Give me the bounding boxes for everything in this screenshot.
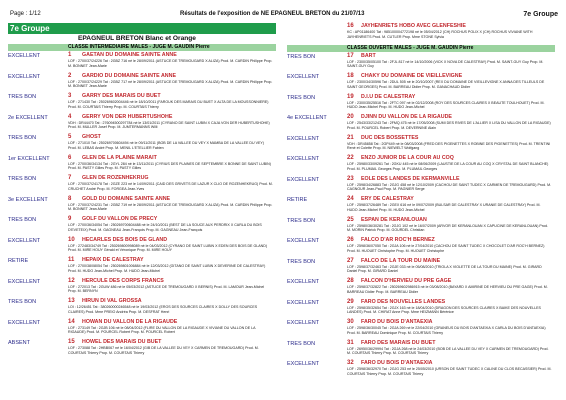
entry-number: 21: [347, 134, 354, 141]
qualification-label: EXCELLENT: [287, 320, 320, 326]
dog-details: LOF : 271430 Tat : 250269602004446 né le 18/10/2011 (FAROUK DES MARAIS DU BUET X ALTA DE LA MOUSSONNIERE) Prod. M. COURTAIS Thierry Prop. M. COURTAIS Thierry: [68, 100, 269, 109]
dog-details: VDH : DR45858 Tat : 2GP449 né le 08/03/2008 (FRED DES PIGENETTES X ROBINE DES PIGENETTES) Prod. M. TRENTINI René et Colette Prop. M. NIEWELT Wolfgang: [347, 141, 551, 151]
dog-details: LOF : 2598/36/30045 Tat : 2GJA 269 né le 22/04/2010 (GRANEUS DU BOIS D'ANTAEXIA X CARLA DU BOIS D'ANTAEXIA) Prod. M. BARREAU Dominique Prop. M. COURTAIS Thierry: [347, 326, 546, 335]
dog-name: FARO DES MARAIS DU BUET: [361, 339, 436, 346]
dog-entry: [8, 257, 276, 278]
dog-details: LOF : 2300/35/25516 Tat : 2FTC 097 né le 02/12/2008 (ROY DES SOURCES CLAIRES X BEAUTE TOULHOUET) Prod. M. HUDO Jean-Michel Prop. M. HUDO Jean-Michel: [347, 100, 545, 110]
entry-number: 22: [347, 155, 354, 161]
dog-entry: [8, 298, 276, 319]
page-number: Page : 1/12: [10, 11, 41, 17]
dog-name: GERRY VON DER HUBERTUSHOHE: [82, 113, 173, 120]
dog-entry: [8, 319, 276, 340]
qualification-label: EXCELLENT: [287, 135, 320, 142]
qualification-label: EXCELLENT: [8, 237, 41, 244]
dog-name: HEPAIX DE CALESTRAY: [82, 257, 144, 263]
qualification-label: EXCELLENT: [287, 74, 320, 80]
dog-details: LOF : 2598/36/32970 Tat : 2GJG 253 né le 25/05/2010 (URSON DE SAINT TUDEC X CALINE DU CLOS BECASSIER) Prod. M. COURTAIS Thierry Prop. M. COURTAIS Thierry: [347, 367, 552, 376]
dog-entry: [287, 114, 555, 135]
dog-details: LOF : 272483/34749 Tat : 250269800998089 né le 04/03/2012 (CYRANO DE SAINT LUBIN X EDEN DES BOIS DE GLAND) Prod. M. MIRE HOUY Gérald et Véronique Prop. M. MIRE HOUY: [68, 243, 268, 253]
dog-name: EOLE DES LANDES DE KERMANVILLE: [361, 175, 460, 182]
entry-number: 5: [68, 134, 72, 140]
entry-number: 29: [347, 298, 354, 305]
dog-entry: [8, 339, 276, 360]
dog-name: GAETAN DU DOMAINE SAINTE ANNE: [82, 52, 177, 58]
entry-number: 2: [68, 72, 72, 79]
entry-number: 11: [68, 257, 75, 263]
entry-number: 10: [68, 236, 75, 243]
dog-name: GARDIO DU DOMAINE SAINTE ANNE: [82, 72, 176, 79]
dog-name: GOLD DU DOMAINE SAINTE ANNE: [82, 195, 171, 202]
right-column: [287, 23, 555, 381]
qualification-label: 3e EXCELLENT: [8, 196, 48, 203]
entry-number: 8: [68, 195, 72, 202]
dog-name: HERCULE DES CORPS FRANCS: [82, 277, 164, 284]
dog-entry: [287, 299, 555, 320]
dog-details: LOF : 2700/37/24231 Tat : 2GBZ 719 né le 28/09/2011 (ASTUCE DE TREMOUGARD X ALIZA) Prod. M. CARDIN Philippe Prop. M. BONNET Jean-Marie: [68, 202, 273, 212]
dog-details: LOF : 2598/37/32463 Tat : 2GJE 033 né le 05/08/2010 (TRIOLA X VIOLETTE DE LA TOUR DU MAINE) Prod. M. GIRARD Daniel Prop. M. GIRARD Daniel: [347, 264, 542, 274]
dog-entry: [8, 93, 276, 114]
dog-details: LOF : 2700/36/34054 Tat : 250269700604488 né le 24/10/2011 (BEST DE LA SOUCE AUX PERDRIX X CARLA DU BOIS D'EVETEIX) Prod. M. GAGNEAU Jean-François Prop. M. GAGNEAU Jean-François: [68, 223, 262, 232]
entry-number: 18: [347, 73, 354, 79]
entry-number: 27: [347, 257, 354, 264]
entry-number: 3: [68, 93, 72, 99]
dog-entry: [287, 258, 555, 279]
dog-details: LOF : 2700/37/24178 Tat : 2GZE 223 né le 14/09/2011 (CAID DES GRIVETS DE LAZUR X CLIO DE ROZENHEKRUG) Prod. M. CRUCHET André Prop. M. FORGEA Jean-Yves: [68, 182, 273, 191]
qualification-label: EXCELLENT: [287, 176, 320, 183]
qualification-label: TRES BON: [287, 217, 316, 224]
dog-entry: [8, 175, 276, 196]
page-title: Résultats de l'exposition de NE EPAGNEUL BRETON du 21/07/13: [180, 11, 365, 17]
dog-name: JAYHENRIETS HOBO AVEC GLENFESHIE: [361, 23, 466, 29]
qualification-label: TRES BON: [287, 258, 316, 265]
qualification-label: TRES BON: [8, 135, 37, 141]
dog-details: LOF : 2700/36/34134 Tat : 2GYL 284 né le 13/11/2011 (CYRIUS DES PLAINES DE SEPTEMBRE X BONNE DE SAINT LUBIN) Prod. M. PASTY Gilles Prop. M. PASTY Gilles: [68, 161, 271, 171]
qualification-label: TRES BON: [8, 176, 37, 182]
entry-number: 25: [347, 216, 354, 223]
qualification-label: EXCELLENT: [287, 156, 320, 162]
dog-entry: [287, 217, 555, 238]
dog-name: FALCO DE LA TOUR DU MAINE: [361, 257, 441, 264]
dog-entry: [287, 278, 555, 299]
dog-details: LOF : 2700/38/08054 Tat : 250269801006884 né le 12/03/2012 (GITANO DE SAINT LUBIN X DEVERINE DE CALESTRAY) Prod. M. HUDO Jean-Michel Prop. M. HUDO Jean-Michel: [68, 264, 266, 273]
dog-details: LOF : 2598/36/07050 Tat : 2GJA 106 né le 27/04/2010 (CACHOU DE SAINT TUDEC X CHOCOLET D'AR ROC'H BERNEZ) Prod. M. HUOUET Christophe Prop. M. HUOUET Christophe: [347, 244, 545, 253]
entry-number: 20: [347, 114, 354, 120]
dog-entry: [287, 94, 555, 115]
entry-number: 28: [347, 278, 354, 284]
dog-name: GLEN DE LA PLAINE MARAIT: [82, 154, 157, 161]
dog-details: LOF : 273149 Tat : 2GJB 106 né le 08/04/2012 (FLIRE DU VALLON DE LA RIGAUDE X VIVIANE DU VALLON DE LA RIGAUDE) Prod. M. POURCEL Robert Prop. M. POURCEL Robert: [68, 325, 256, 335]
dog-entry: [8, 216, 276, 237]
dog-details: LOF : 2598/34/26883 Tat : 2GJG 458 né le 12/10/2009 (CACHOU DE SAINT TUDEC X CARMEN DE TREMOUGARD) Prod. M. CAGNOUR Jean-Paul Prop. M. PAGNIER Serge: [347, 182, 552, 192]
qualification-label: EXCELLENT: [8, 73, 41, 80]
qualification-label: 4e EXCELLENT: [287, 115, 327, 121]
qualification-label: TRES BON: [8, 299, 37, 305]
dog-entry: [287, 73, 555, 94]
dog-entry: [8, 278, 276, 299]
page-header: [10, 11, 558, 21]
dog-name: HOWAN DU VALLON DE LA RIGAUDE: [82, 318, 178, 325]
entry-number: 13: [68, 298, 75, 304]
entry-list: [8, 52, 276, 360]
entry-number: 6: [68, 154, 72, 161]
left-column: [8, 23, 276, 360]
dog-name: GLEN DE ROZENHEKRUG: [82, 175, 149, 181]
entry-number: 12: [68, 277, 75, 284]
dog-entry: [287, 360, 555, 381]
qualification-label: EXCELLENT: [287, 361, 320, 367]
dog-name: HECARLES DES BOIS DE GLAND: [82, 236, 168, 243]
dog-details: LOF : 2700/37/24226 Tat : 2GBZ 716 né le 28/09/2011 (ASTUCE DE TREMOUGARD X ALIZA) Prod. M. CARDIN Philippe Prop. M. BONNET Jean-Marie: [68, 59, 273, 68]
entry-number: 17: [347, 52, 354, 59]
group-label: 7e Groupe: [523, 11, 558, 18]
dog-name: GHOST: [82, 134, 101, 140]
group-header: 7e Groupe: [8, 23, 276, 34]
qualification-label: EXCELLENT: [8, 278, 41, 285]
qualification-label: EXCELLENT: [287, 299, 320, 306]
dog-name: ESPAN DE KERANLOUAN: [361, 216, 427, 223]
entry-number: 7: [68, 175, 72, 181]
dog-name: FARO DES NOUVELLES LANDES: [361, 298, 446, 305]
dog-entry: [8, 52, 276, 73]
entry-number: 19: [347, 93, 354, 100]
dog-details: LOI : 12/26451 Tat : 380260000246548 né le 19/03/2012 (EROS DES SOURCES CLAIRES X DOLLY DES SOURCES CLAIRES) Prod. Mme PREIO Andréa Prop. M. DESFRAT Henri: [68, 305, 258, 314]
entry-list: [287, 53, 555, 381]
class-header: CLASSE OUVERTE MALES - JUGE M. GAUDIN Pierre: [287, 45, 555, 52]
dog-entry: [8, 237, 276, 258]
dog-entry: [8, 134, 276, 155]
entry-number: 15: [68, 339, 75, 345]
dog-entry: [8, 114, 276, 135]
qualification-label: EXCELLENT: [8, 319, 41, 326]
qualification-label: TRES BON: [287, 340, 316, 347]
dog-name: ERY DE CALESTRAY: [361, 196, 414, 202]
dog-name: GOLF DU VALLON DE PRECY: [82, 216, 158, 222]
qualification-label: ABSENT: [8, 340, 31, 346]
dog-entry: [287, 155, 555, 176]
dog-details: LOF : 2543/33/21243 Tat : 2FMQ 475 né le 17/05/2008 (SUMI DES RIVES DE L'ALLIER X LISA DU VALLON DE LA RIGAUDE) Prod. M. POURCEL Robert Prop. M. DEVERNINE Alain: [347, 121, 551, 130]
entry-number: 4: [68, 113, 72, 120]
qualification-label: TRES BON: [287, 94, 316, 101]
dog-name: BART: [361, 52, 376, 59]
dog-name: D.I.U DE CALESTRAY: [361, 93, 416, 100]
breed-title: EPAGNEUL BRETON Blanc et Orange: [78, 35, 196, 42]
dog-name: ENZO JUNIOR DE LA COUR AU COQ: [361, 155, 454, 161]
dog-details: LOF : 272013 Tat : 2GUW 486 né le 05/03/2012 (ASTUCE DE TREMOUGARD X BERNIS) Prod. M. LAMOUR Jean-Michel Prop. M. BERNYN: [68, 284, 265, 294]
entry-number: 32: [347, 360, 354, 366]
qualification-label: TRES BON: [8, 94, 37, 100]
entry-number: 1: [68, 52, 72, 58]
dog-details: VDH : DR44470 Tat : 276094500297784 né le 13/01/2011 (CYRANO DE SAINT LUBIN X CAJA VON DER HUBERTUSHOHE) Prod. M. MULLER Josef Prop. M. JUMTERMANNS Willi: [68, 120, 270, 130]
dog-details: LOF : 2598/35/32654 Tat : 2GJX 163 né le 18/04/2010 (DRAGON DES SOURCES CLAIRES X BAIKE DES NOUVELLES LANDES) Prod. M. CHIRAT Anne Prop. Mme HEIZMANN Bérénice: [347, 305, 541, 315]
dog-entry: [287, 237, 555, 258]
qualification-label: RETIRE: [287, 197, 308, 203]
dog-name: HIRUN DI VAL GROSSA: [82, 298, 142, 304]
dog-entry: [287, 319, 555, 340]
entry-number: 30: [347, 319, 354, 325]
dog-name: DJINN DU VALLON DE LA RIGAUDE: [361, 114, 452, 120]
dog-entry: [287, 196, 555, 217]
entry-number: 31: [347, 339, 354, 346]
dog-name: GARRY DES MARAIS DU BUET: [82, 93, 161, 99]
dog-entry: [287, 135, 555, 156]
entry-number: 16: [347, 23, 354, 29]
dog-details: KC : AP01186400 Tat : 985100004772198 né le 05/04/2012 (CH) ROCHUS POLIX X (CH) ROCHUS VIVIANE WITH JAYHENRIETS Prod. M. CUTLER Prop. Mme STONE Sylvia: [347, 30, 533, 39]
dog-name: DUC DES BOSSETTES: [361, 134, 419, 141]
entry-list: [287, 23, 555, 44]
qualification-label: EXCELLENT: [8, 53, 41, 59]
dog-details: LOF : 26950/36/29994 Tat : 2GJA 268 né le 24/03/2010 (BOB DE LA VALLEE DU VEY X CARMEN DE TREMOUGARD) Prod. M. COURTAIS Thierry Prop. M. COURTAIS Thierry: [347, 346, 549, 356]
dog-details: LOF : 2598/37/26489 Tat : 2GEX 616 né le 09/07/2009 (BULSAR DE CALESTRAY X URANIE DE CALESTRAY) Prod. M. HUDO Jean-Michel Prop. M. HUDO Jean-Michel: [347, 203, 541, 212]
dog-entry: [8, 73, 276, 94]
dog-name: FALCO D'AR ROC'H BERNEZ: [361, 237, 435, 243]
dog-entry: [287, 340, 555, 361]
dog-entry: [8, 155, 276, 176]
dog-details: LOF : 2300/34/30596 Tat : 2DUL 505 né le 20/10/2007 (REX DU DOMAINE DE VIEILLEVIGNE X ANNA DES TILLEULS DE SAINT GEORGES) Prod. M. BARREAU Didier Prop. M. GANACHAUD Didier: [347, 80, 545, 89]
qualification-label: RETIRE: [8, 258, 29, 264]
dog-details: LOF : 2700/37/24229 Tat : 2GBZ 717 né le 28/09/2011 (ASTUCE DE TREMOUGARD X ALIZA) Prod. M. CARDIN Philippe Prop. M. BONNET Jean-Marie: [68, 79, 273, 89]
dog-details: LOF : 2598/37/32822 Tat : 250269602986915 né le 03/08/2010 (BAYARD X AMIRINE DE HERVIEU DU PRE GAGE) Prod. M. BARREAU Didier Prop. M. BARREAU Didier: [347, 285, 548, 294]
qualification-label: 2e EXCELLENT: [8, 114, 48, 121]
dog-name: FARO DU BOIS D'ANTAEXIA: [361, 319, 433, 325]
entry-number: 9: [68, 216, 72, 222]
entry-number: 26: [347, 237, 354, 243]
qualification-label: TRES BON: [287, 53, 316, 60]
dog-entry: [8, 196, 276, 217]
qualification-label: 1er EXCELLENT: [8, 155, 50, 162]
dog-name: CHAKY DU DOMAINE DE VIEILLEVIGNE: [361, 73, 463, 79]
entry-number: 24: [347, 196, 354, 202]
dog-details: LOF : 25980/33/09261 Tat : 2GKU 445 né le 08/06/2009 (LAUSTIE DE LA COUR AU COQ X CRYSTAL DE SAINT BLANCHE) Prod. M. PLUMAIL Georges Prop. M. PLUMAIL Georges: [347, 162, 549, 171]
dog-name: FARO DU BOIS D'ANTAEXIA: [361, 360, 433, 366]
entry-number: 14: [68, 318, 75, 325]
dog-details: LOF : 25980/36/30281 Tat : 2GJG 102 né le 16/07/2009 (ARVOR DE KERANLOUAN X CAPUCINE DE KERANLOUAN) Prod. M. MORIN Patrick Prop. M. GOURDEL Christian: [347, 223, 549, 233]
dog-entry: [287, 176, 555, 197]
dog-details: LOF : 2300/35/05100 Tat : 2FJL 817 né le 14/10/2006 (VICK X NOVA DE CALESTRAY) Prod. M. SAINT-GUY Guy Prop. M. SAINT-GUY Guy: [347, 59, 544, 69]
qualification-label: TRES BON: [8, 217, 37, 223]
dog-name: HOWEL DES MARAIS DU BUET: [82, 339, 162, 345]
dog-entry: [287, 53, 555, 74]
dog-entry: [287, 23, 555, 44]
qualification-label: EXCELLENT: [287, 238, 320, 244]
dog-details: LOF : 271010 Tat : 250269700604494 né le 09/11/2011 (BOB DE LA VALLEE DU VEY X MAMBA DE LA VALLEE DU VEY) Prod. M. LEBAS André Prop. M. MENIL L'ETELLIER Fabien: [68, 141, 264, 150]
entry-number: 23: [347, 175, 354, 182]
class-header: CLASSE INTERMEDIAIRE MALES - JUGE M. GAUDIN Pierre: [8, 44, 276, 51]
qualification-label: EXCELLENT: [287, 279, 320, 285]
dog-details: LOF : 273088 Tat : 2HBB067 né le 16/04/2012 (GIB DE LA VALLEE DU VEY X CARMEN DE TREMOUGARD) Prod. M. COURTAIS Thierry Prop. M. COURTAIS Thierry: [68, 346, 259, 355]
dog-name: FALCON D'HERVIEU DU PRE GAGE: [361, 278, 452, 284]
